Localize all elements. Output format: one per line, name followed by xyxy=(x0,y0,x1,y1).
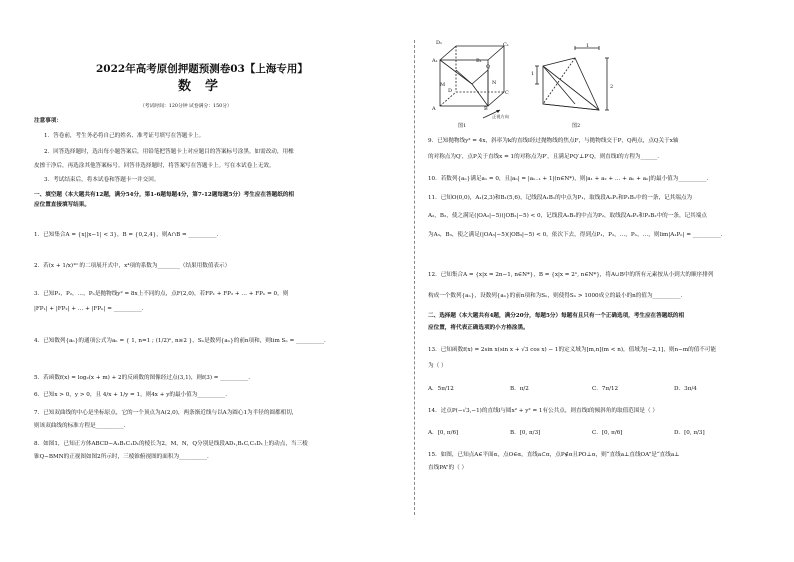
question-5: 5．若函数f(x) = log₂(x + m) + 2的反函数的图像经过点(3,1)，则f(3) = __________. xyxy=(34,375,250,381)
vertex-label: M xyxy=(440,82,446,88)
option-d[interactable]: D．[0, π/3] xyxy=(674,430,705,436)
question-15-cont: 直线PA”的（ ） xyxy=(428,465,468,471)
question-8: 8．如图1，已知正方体ABCD−A₁B₁C₁D₁的棱长为2，M，N，Q分别是线段AD₁,B₁C,C₁D₁上的动点，当三棱 xyxy=(34,441,308,447)
question-13-cont: 为（ ） xyxy=(428,363,447,369)
exam-meta: （考试时间：120分钟 试卷满分：150分） xyxy=(140,104,232,109)
question-15: 15．如图，已知点A∈平面α，点O∈α，直线a⊂α，点P∉α且PO⊥α，则“直线a⊥直线OA”是“直线a⊥ xyxy=(428,452,680,458)
question-11: 11．已知O(0,0)，A₁(2,3)和B₁(5,6)，记线段A₁B₁的中点为P₁，取线段A₁P₁和P₁B₁中的一条，记其端点为 xyxy=(428,195,693,201)
dimension-label-left: 1 xyxy=(531,71,535,77)
question-4: 4．已知数列{aₙ}的通项公式为aₙ = { 1, n=1 ; (1/2)ⁿ, n≥2 }，Sₙ是数列{aₙ}的前n项和，则lim Sₙ = __________. xyxy=(34,338,326,344)
question-1: 1．已知集合A = {x||x−1| < 3}，B = {0,2,4}，则A∩B = __________. xyxy=(34,232,219,238)
option-b[interactable]: B．[0, π/3] xyxy=(510,430,541,436)
question-12-cont: 构成一个数列{aₙ}，设数列{aₙ}的前n项和为Sₙ，则使得Sₙ > 1000成立的最小的n的值为__________. xyxy=(428,293,683,299)
section1-heading: 一、填空题（本大题共有12题，满分54分，第1-6题每题4分，第7-12题每题5分）考生应在答题纸的相 xyxy=(34,192,295,198)
question-6: 6．已知x > 0，y > 0，且 4/x + 1/y = 1，则4x + y的最小值为__________. xyxy=(34,392,228,398)
option-d[interactable]: D．3π/4 xyxy=(674,386,697,392)
figure-1-label: 图1 xyxy=(458,123,467,129)
question-13: 13．已知函数f(x) = 2sin x(sin x + √3 cos x) − 1的定义域为[m,n](m < n)，值域为[−2,1]，则n−m的值不可能 xyxy=(428,347,717,353)
subject-title: 数学 xyxy=(178,79,233,94)
question-11-cont: A₂，B₂，使之满足(|OA₂|−5)(|OB₂|−5) < 0，记线段A₂B₂的中点为P₂，取线段A₂P₂和P₂B₂中的一条，记其端点 xyxy=(428,213,707,219)
option-a[interactable]: A．5π/12 xyxy=(428,386,454,392)
column-divider xyxy=(414,40,415,515)
vertex-label: D₁ xyxy=(436,40,443,46)
option-b[interactable]: B．π/2 xyxy=(510,386,529,392)
option-c[interactable]: C．[0, π/6] xyxy=(592,430,623,436)
question-9: 9．已知抛物线y² = 4x，斜率为k的直线l经过抛物线的焦点F，与抛物线交于P，Q两点，点Q关于x轴 xyxy=(428,138,679,144)
notes-heading: 注意事项： xyxy=(34,118,62,124)
question-9-cont: 的对称点为Q′，点P关于直线x = 1的对称点为P′，且满足PQ′⊥P′Q，则直线l的方程为______. xyxy=(428,154,660,160)
question-7-cont: 则该双曲线的标准方程是__________. xyxy=(34,423,126,429)
note-item: 皮擦干净后，再选涂其他答案标号。回答非选择题时，将答案写在答题卡上。写在本试卷上无效。 xyxy=(34,163,275,169)
question-7: 7．已知双曲线的中心是坐标原点，它的一个顶点为A(2,0)，两条渐近线与以A为圆心1为半径的圆都相切， xyxy=(34,410,298,416)
vertex-label: C₁ xyxy=(503,42,509,48)
question-8-cont: 锥Q−BMN的正视图如图2所示时，三棱锥俯视图的面积为__________. xyxy=(34,454,209,460)
question-12: 12．已知集合A = {x|x = 2n−1, n∈N*}，B = {x|x = 2ⁿ, n∈N*}，将A∪B中的所有元素按从小到大的顺序排列 xyxy=(428,272,714,278)
option-c[interactable]: C．7π/12 xyxy=(592,386,619,392)
note-item: 3．考试结束后，将本试卷和答题卡一并交回。 xyxy=(44,177,160,183)
vertex-label: B₁ xyxy=(476,58,482,64)
section2-heading: 二、选择题（本大题共有4题，满分20分，每题5分）每题有且只有一个正确选项，考生应在答题纸的相 xyxy=(428,313,685,319)
vertex-label: D xyxy=(448,88,453,94)
question-3: 3．已知P₁，P₂，…，Pₙ是抛物线y² = 8x上不同的点，点F(2,0)，若FP₁ + FP₂ + … + FPₙ = 0，则 xyxy=(34,291,289,297)
exam-title: 2022年高考原创押题预测卷03【上海专用】 xyxy=(96,63,308,75)
question-14: 14．过点P(−√3,−1)的直线l与圆x² + y² = 1有公共点，则直线l的倾斜角的取值范围是（ ） xyxy=(428,408,658,414)
vertex-label: A xyxy=(432,106,436,112)
vertex-label: A₁ xyxy=(432,58,438,64)
vertex-label: Q xyxy=(486,64,491,70)
section1-heading-cont: 应位置直接填写结果。 xyxy=(34,202,90,208)
option-a[interactable]: A．[0, π/6] xyxy=(428,430,459,436)
question-10: 10．若数列{aₙ}满足a₁ = 0，且|aₙ| = |aₙ₋₁ + 1|(n∈N*)，则|a₁ + a₂ + … + aₙ + aₙ|的最小值为__________. xyxy=(428,176,709,182)
dimension-label-right: 2 xyxy=(610,84,614,90)
vertex-label: B xyxy=(484,106,488,112)
view-direction-label: 正视方向 xyxy=(492,114,509,119)
note-item: 1．答卷前，考生务必将自己的姓名、准考证号填写在答题卡上。 xyxy=(44,133,205,139)
vertex-label: C xyxy=(505,90,509,96)
question-2: 2．若(x + 1/x)¹⁰ 的二项展开式中，x⁴项的系数为________（结果用数值表示） xyxy=(34,263,231,269)
note-item: 2．回答选择题时，选出每小题答案后，用铅笔把答题卡上对应题目的答案标号涂黑。如需改动，用橡 xyxy=(44,149,294,155)
vertex-label: N xyxy=(492,80,497,86)
question-11-cont: 为A₃，B₃，使之满足(|OA₃|−5)(|OB₃|−5) < 0，依次下去，得到点P₁，P₂，…，Pₙ，…，则lim|A₁Pₙ| = __________. xyxy=(428,232,723,238)
figure-2-label: 图2 xyxy=(572,123,581,129)
question-3-cont: |FP₁| + |FP₂| + … + |FPₙ| = __________. xyxy=(34,306,144,312)
dimension-label-top: 1 xyxy=(586,43,590,49)
section2-heading-cont: 应位置，将代表正确选项的小方格涂黑。 xyxy=(428,325,529,331)
figure-2-front-view xyxy=(535,44,615,120)
